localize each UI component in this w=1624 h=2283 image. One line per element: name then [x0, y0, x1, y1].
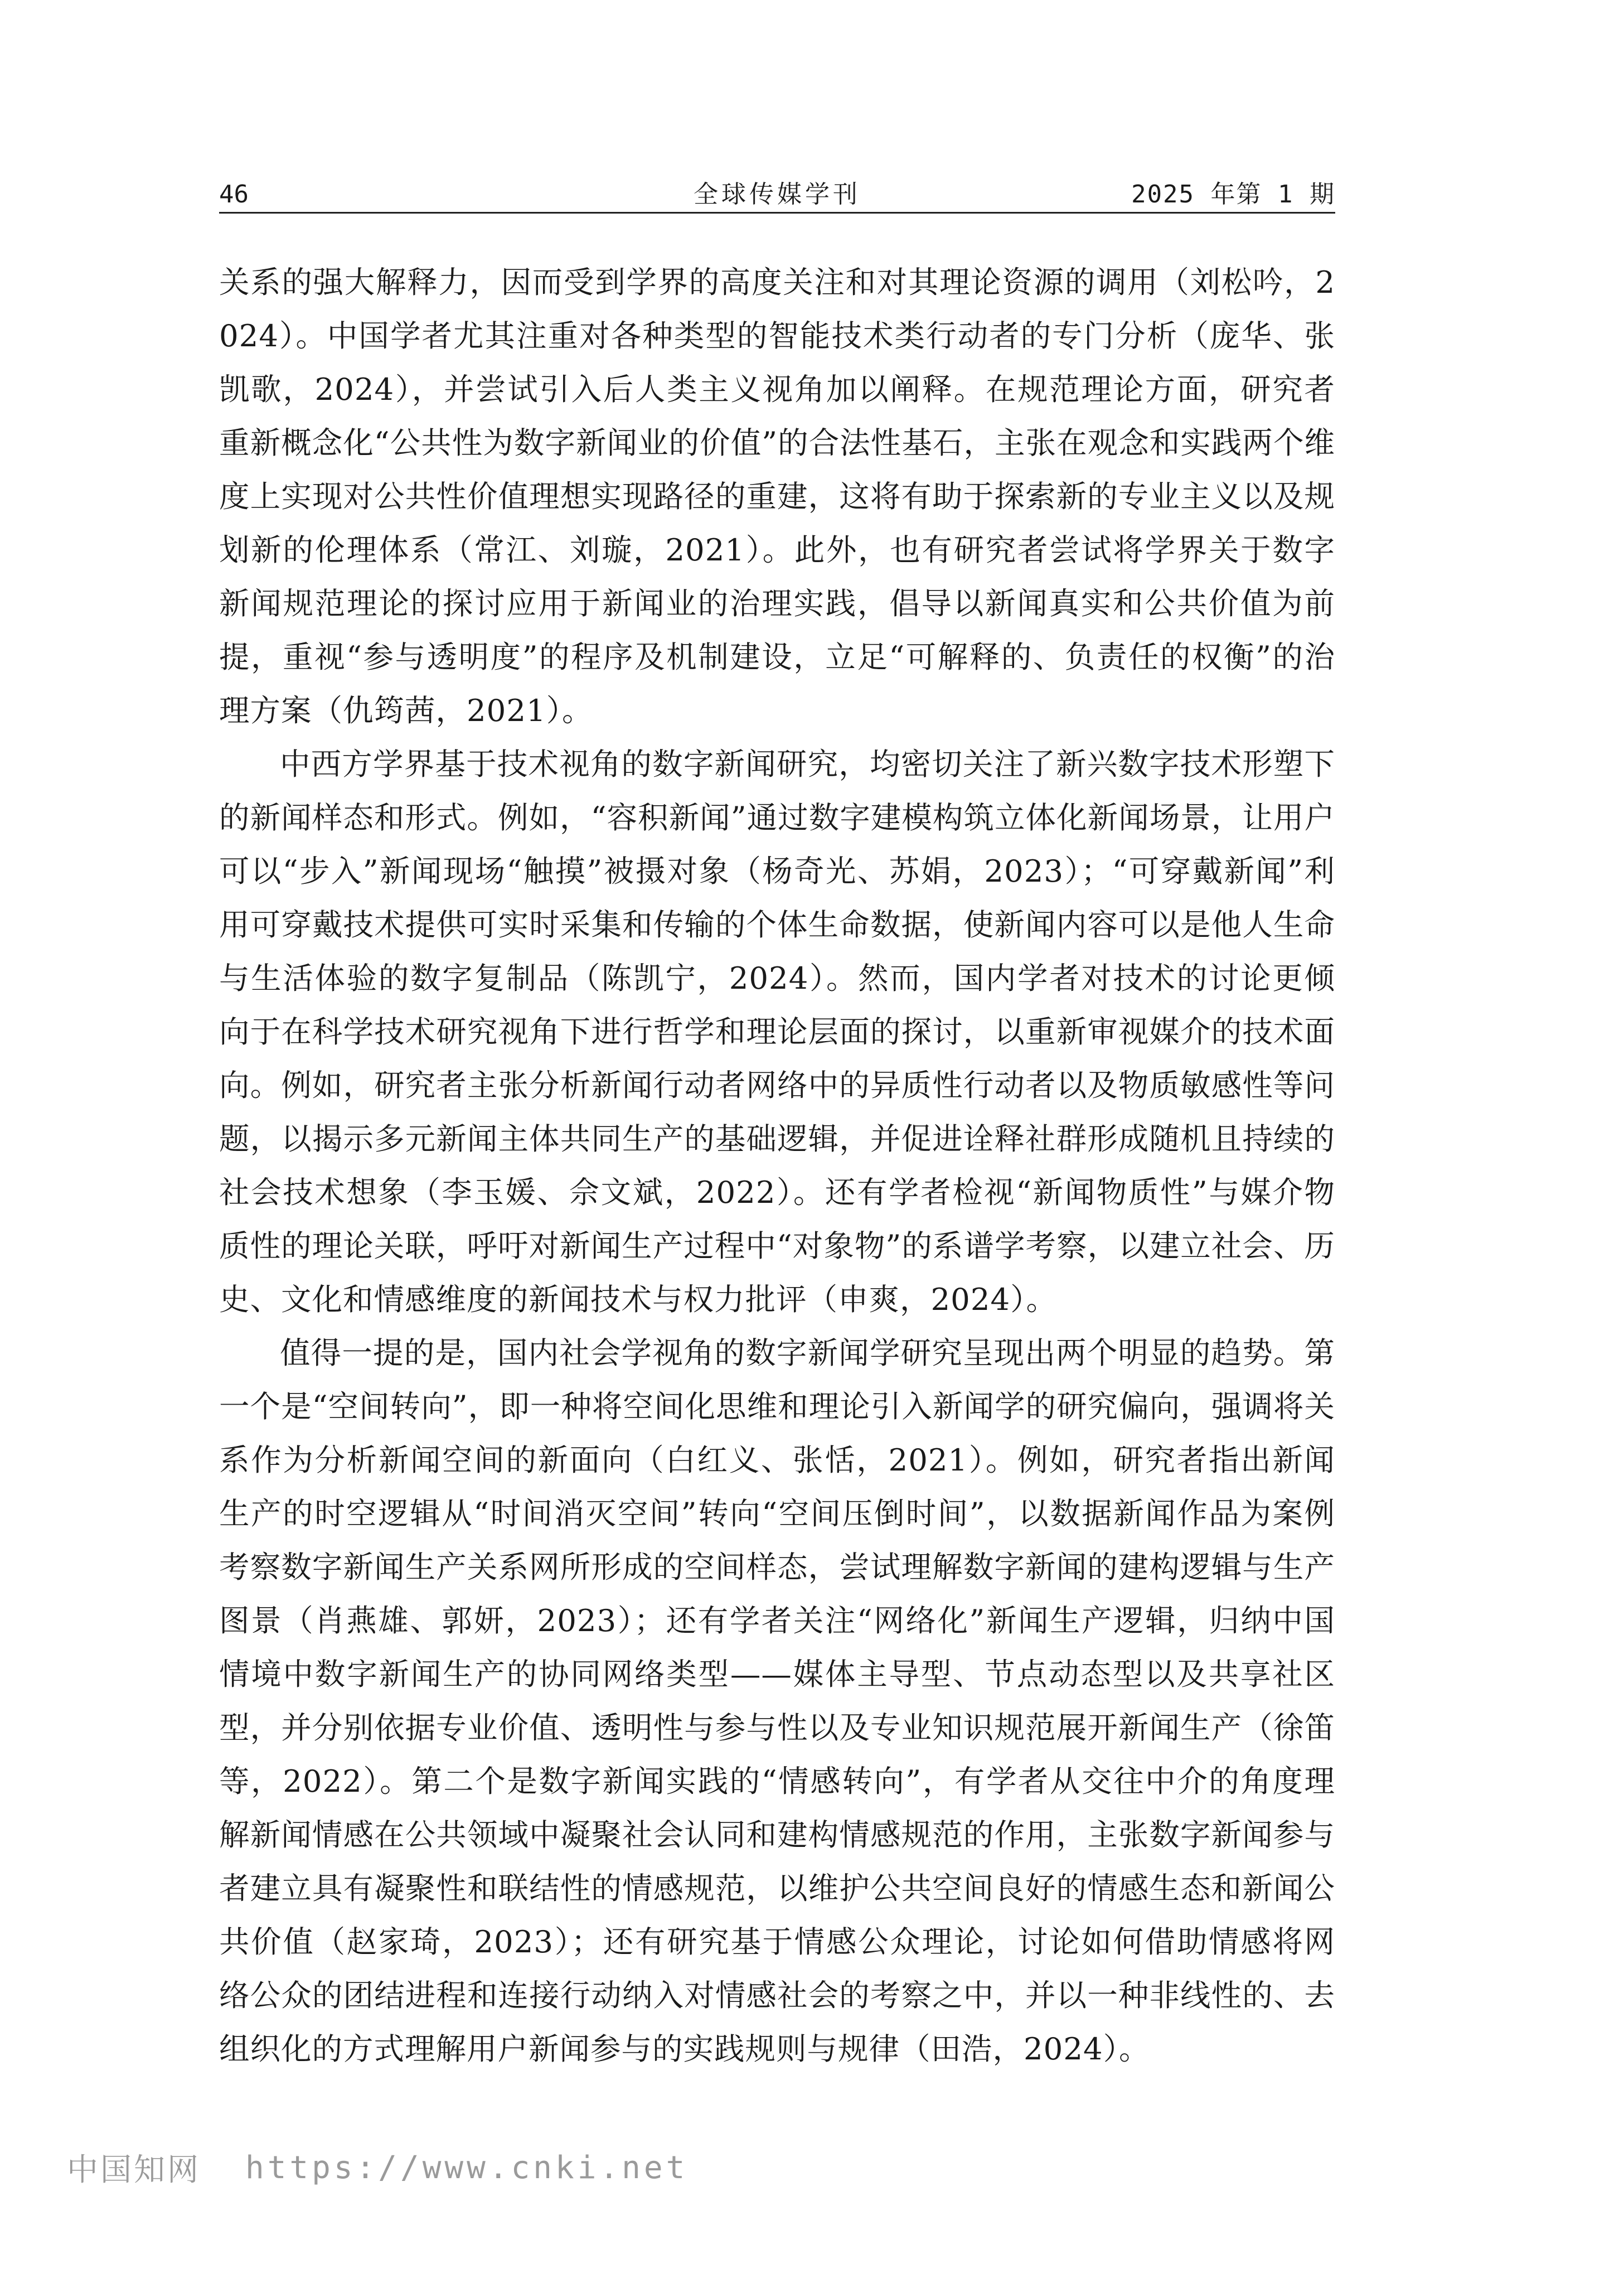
cnki-watermark: [67, 2148, 688, 2187]
issue-label: 2025 年第 1 期: [1131, 180, 1335, 209]
page-number: 46: [219, 180, 249, 209]
paragraph: 关系的强大解释力，因而受到学界的高度关注和对其理论资源的调用（刘松吟，2024）。中国学者尤其注重对各种类型的智能技术类行动者的专门分析（庞华、张凯歌，2024），并尝试引入后人类主义视角加以阐释。在规范理论方面，研究者重新概念化“公共性为数字新闻业的价值”的合法性基石，主张在观念和实践两个维度上实现对公共性价值理想实现路径的重建，这将有助于探索新的专业主义以及规划新的伦理体系（常江、刘璇，2021）。此外，也有研究者尝试将学界关于数字新闻规范理论的探讨应用于新闻业的治理实践，倡导以新闻真实和公共价值为前提，重视“参与透明度”的程序及机制建设，立足“可解释的、负责任的权衡”的治理方案（仇筠茜，2021）。: [219, 264, 1335, 728]
journal-title: 全球传媒学刊: [694, 180, 861, 209]
paragraph: 中西方学界基于技术视角的数字新闻研究，均密切关注了新兴数字技术形塑下的新闻样态和形式。例如，“容积新闻”通过数字建模构筑立体化新闻场景，让用户可以“步入”新闻现场“触摸”被摄对象（杨奇光、苏娟，2023）；“可穿戴新闻”利用可穿戴技术提供可实时采集和传输的个体生命数据，使新闻内容可以是他人生命与生活体验的数字复制品（陈凯宁，2024）。然而，国内学者对技术的讨论更倾向于在科学技术研究视角下进行哲学和理论层面的探讨，以重新审视媒介的技术面向。例如，研究者主张分析新闻行动者网络中的异质性行动者以及物质敏感性等问题，以揭示多元新闻主体共同生产的基础逻辑，并促进诠释社群形成随机且持续的社会技术想象（李玉媛、佘文斌，2022）。还有学者检视“新闻物质性”与媒介物质性的理论关联，呼吁对新闻生产过程中“对象物”的系谱学考察，以建立社会、历史、文化和情感维度的新闻技术与权力批评（申爽，2024）。: [219, 746, 1335, 1317]
body-text: [219, 255, 1335, 2076]
cnki-logo: 中国知网: [67, 2152, 201, 2188]
running-header: [219, 177, 1335, 214]
cnki-url: https://www.cnki.net: [245, 2149, 689, 2186]
paragraph: 值得一提的是，国内社会学视角的数字新闻学研究呈现出两个明显的趋势。第一个是“空间转向”，即一种将空间化思维和理论引入新闻学的研究偏向，强调将关系作为分析新闻空间的新面向（白红义、张恬，2021）。例如，研究者指出新闻生产的时空逻辑从“时间消灭空间”转向“空间压倒时间”，以数据新闻作品为案例考察数字新闻生产关系网所形成的空间样态，尝试理解数字新闻的建构逻辑与生产图景（肖燕雄、郭妍，2023）；还有学者关注“网络化”新闻生产逻辑，归纳中国情境中数字新闻生产的协同网络类型——媒体主导型、节点动态型以及共享社区型，并分别依据专业价值、透明性与参与性以及专业知识规范展开新闻生产（徐笛等，2022）。第二个是数字新闻实践的“情感转向”，有学者从交往中介的角度理解新闻情感在公共领域中凝聚社会认同和建构情感规范的作用，主张数字新闻参与者建立具有凝聚性和联结性的情感规范，以维护公共空间良好的情感生态和新闻公共价值（赵家琦，2023）；还有研究基于情感公众理论，讨论如何借助情感将网络公众的团结进程和连接行动纳入对情感社会的考察之中，并以一种非线性的、去组织化的方式理解用户新闻参与的实践规则与规律（田浩，2024）。: [219, 1335, 1335, 2067]
